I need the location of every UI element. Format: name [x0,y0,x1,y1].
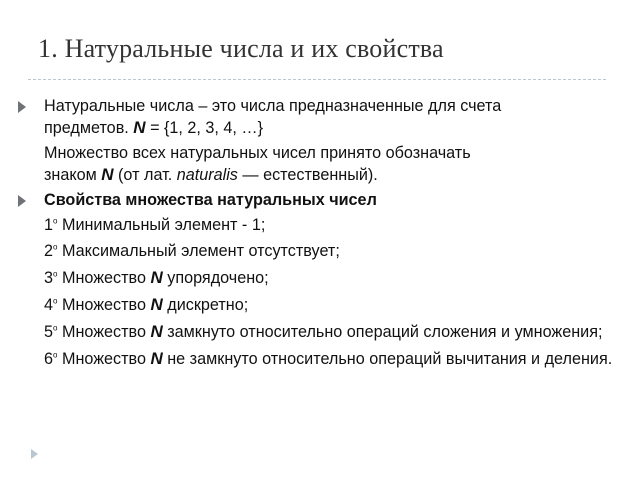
triangle-bullet-icon [18,195,26,207]
property-item [18,267,618,289]
definition-line-1: Натуральные числа – это числа предназначенные для счета [44,97,502,115]
property-item [18,241,618,262]
slide-title: 1. Натуральные числа и их свойства [38,34,444,63]
corner-triangle-icon [31,449,38,459]
property-number-value: 2 [44,242,54,260]
property-text-rest: не замкнуто относительно операций вычитания и деления. [162,350,613,368]
property-number-value: 1 [44,216,54,234]
slide-content [18,96,618,375]
notation-line-1: Множество всех натуральных чисел принято обозначать [44,144,471,162]
property-text: Минимальный элемент - 1; [57,216,266,234]
property-number-value: 4 [44,296,54,314]
notation-post: — естественный). [237,166,378,184]
property-text: Множество [57,350,151,368]
notation-pre: знаком [44,166,102,184]
property-degree-mark: о [53,242,58,252]
set-symbol-n: N [150,349,163,368]
property-number [44,216,57,234]
notation-mid: (от лат. [113,166,177,184]
property-number [44,350,57,368]
property-degree-mark: о [53,323,58,333]
property-number [44,323,57,341]
property-text: Максимальный элемент отсутствует; [57,242,340,260]
property-number-value: 3 [44,269,54,287]
bullet-definition [18,96,618,139]
set-symbol-n: N [133,118,146,137]
property-number-value: 6 [44,350,54,368]
property-degree-mark: о [53,350,58,360]
property-text-rest: дискретно; [162,296,249,314]
notation-line-2 [44,164,618,186]
definition-line-2 [44,117,618,139]
property-degree-mark: о [53,296,58,306]
property-number [44,242,57,260]
definition-text: предметов. [44,119,134,137]
set-listing: = {1, 2, 3, 4, …} [145,119,264,137]
property-text: Множество [57,323,151,341]
property-item [18,321,618,343]
property-item [18,348,618,370]
property-item [18,294,618,316]
title-divider [28,79,606,80]
triangle-bullet-icon [18,101,26,113]
property-text-rest: упорядочено; [162,269,269,287]
set-symbol-n: N [150,295,163,314]
property-text: Множество [57,269,151,287]
notation-paragraph [18,143,618,186]
property-degree-mark: о [53,216,58,226]
property-number [44,269,57,287]
properties-heading: Свойства множества натуральных чисел [44,191,377,209]
properties-list [18,215,618,370]
set-symbol-n: N [150,268,163,287]
set-symbol-n: N [150,322,163,341]
bullet-properties-heading [18,190,618,211]
property-text: Множество [57,296,151,314]
property-text-rest: замкнуто относительно операций сложения и умножения; [162,323,603,341]
property-item [18,215,618,236]
latin-word: naturalis [176,166,238,184]
property-degree-mark: о [53,269,58,279]
property-number-value: 5 [44,323,54,341]
property-number [44,296,57,314]
set-symbol-n: N [101,165,114,184]
